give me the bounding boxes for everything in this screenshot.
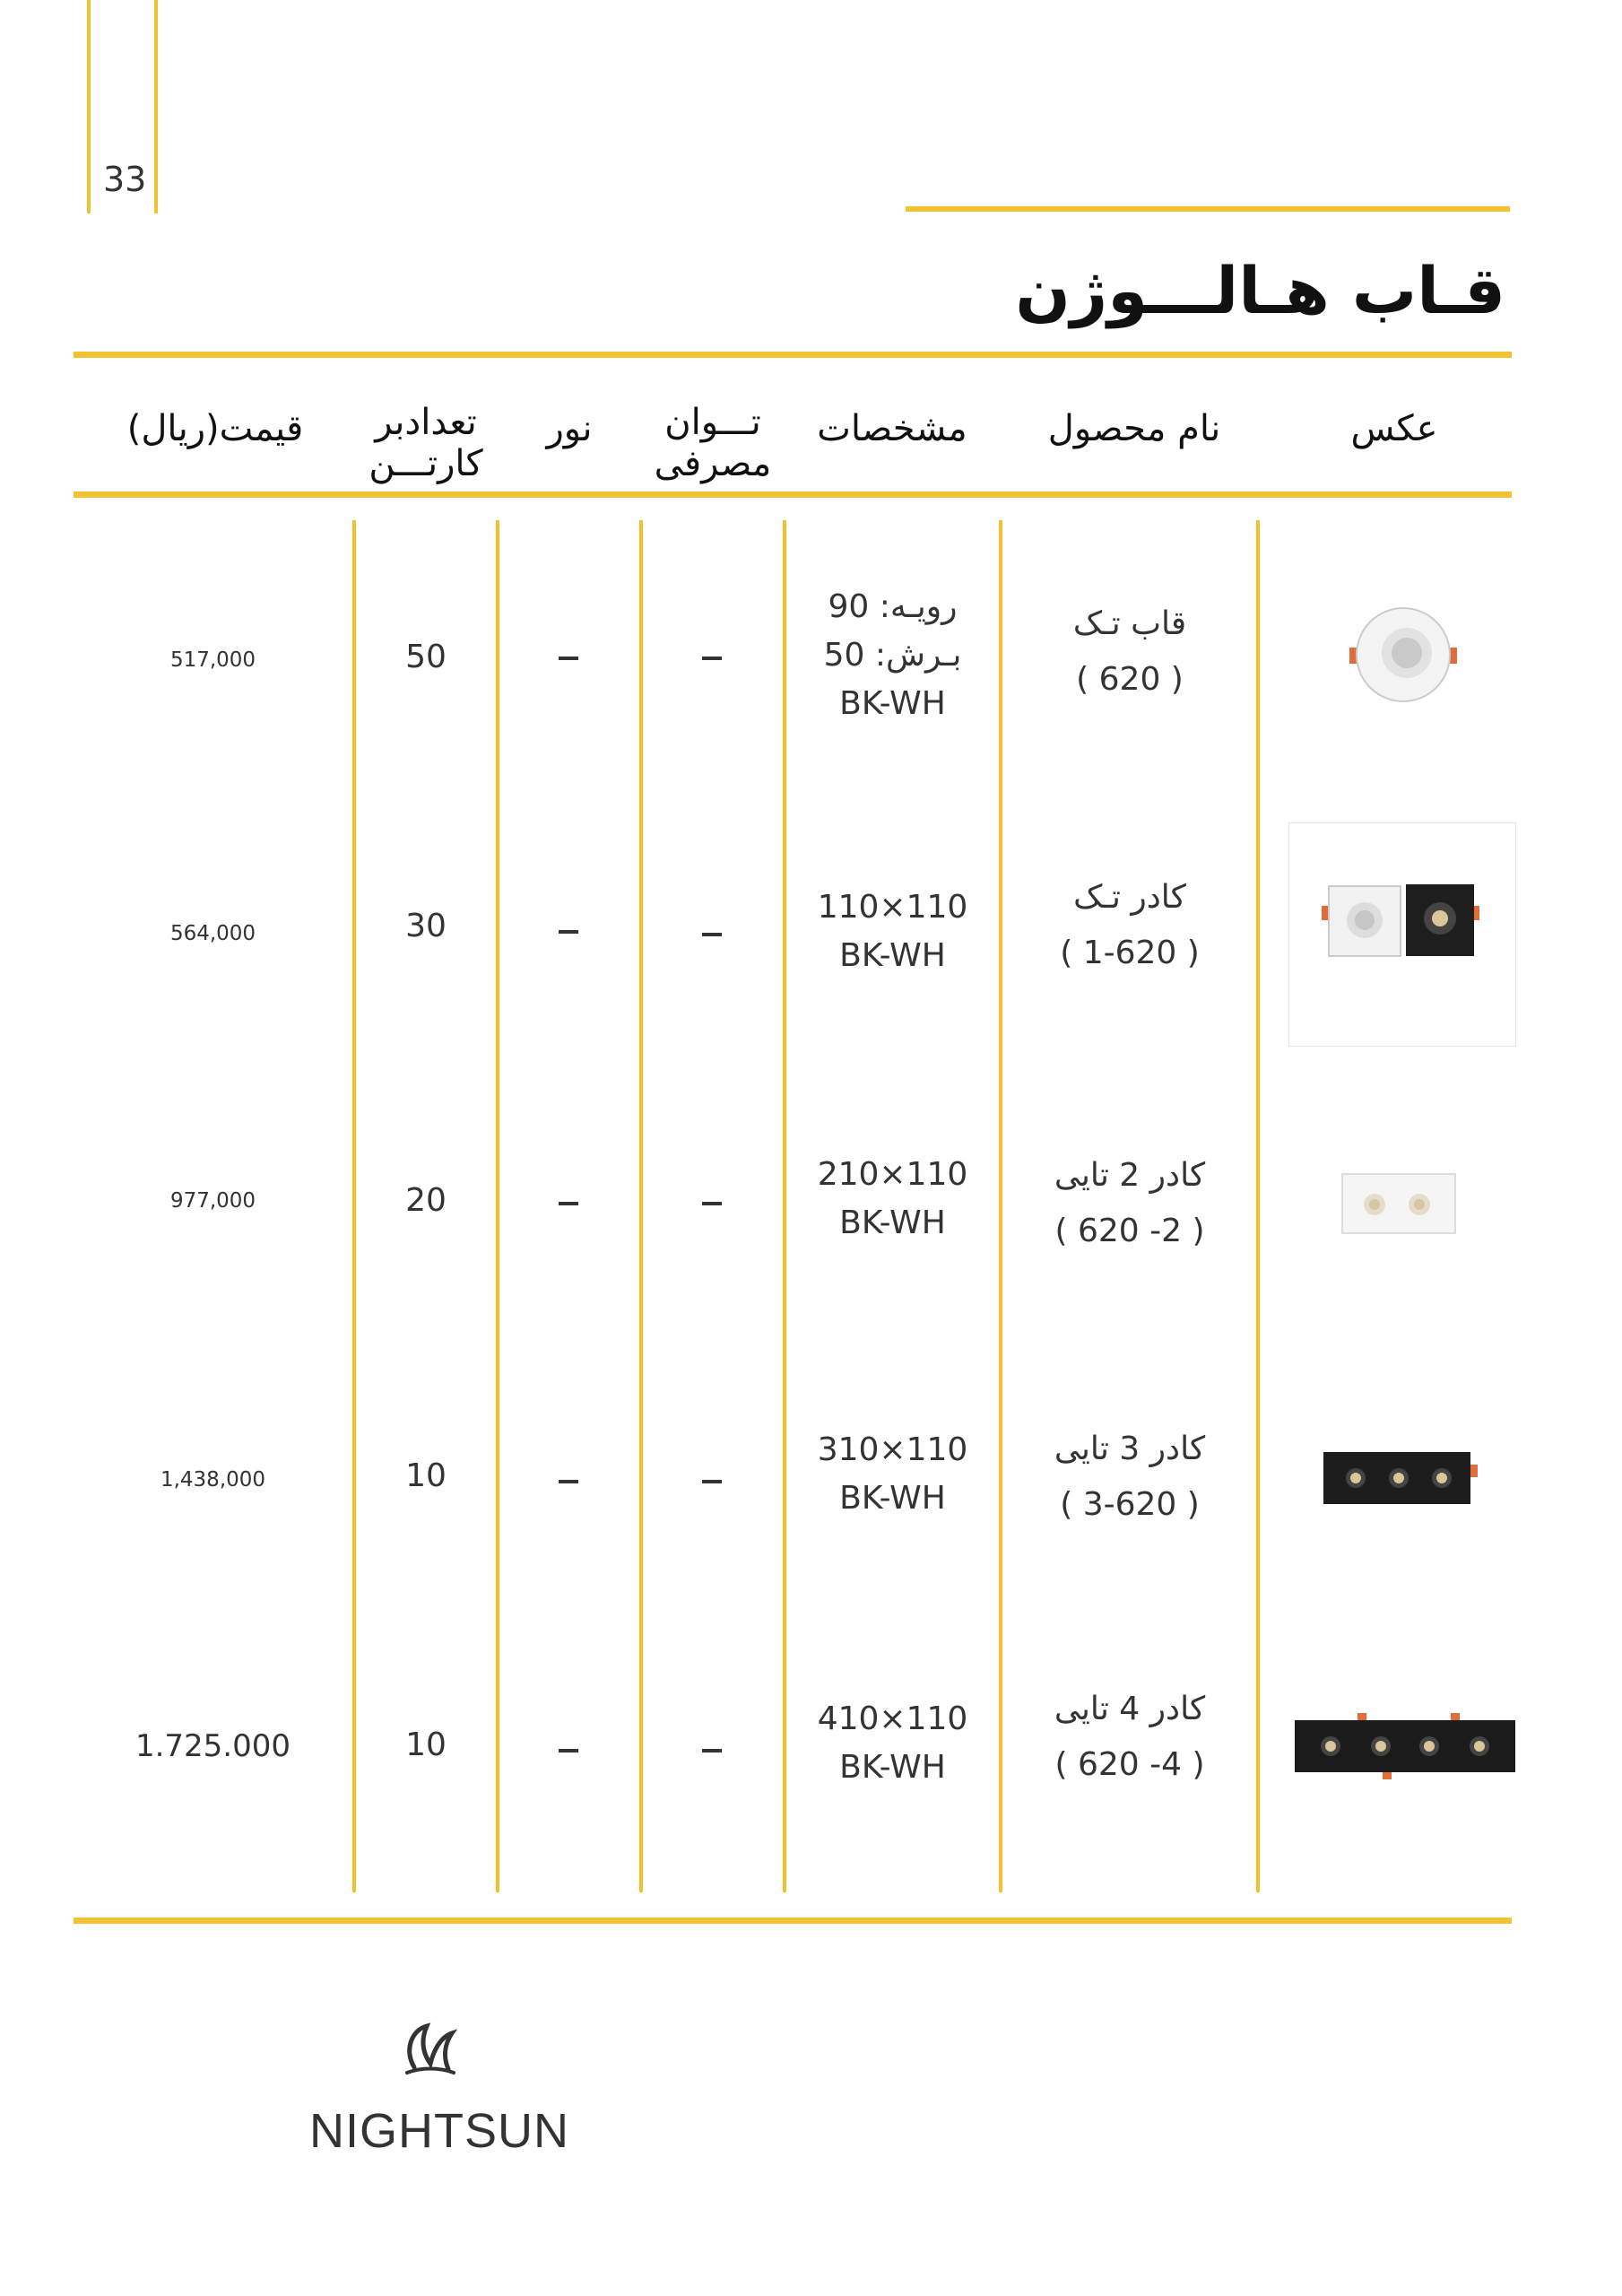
spec-line: BK-WH — [839, 937, 946, 974]
product-code: ( 2- 620 ) — [1054, 1213, 1205, 1249]
header-top-line — [74, 352, 1512, 358]
product-name-text: کادر 2 تایی — [1054, 1157, 1206, 1194]
product-name — [1004, 1148, 1255, 1259]
page-title: قـاب هـالـــوژن — [1015, 253, 1505, 328]
header-carton-line2: کارتـــن — [369, 443, 483, 484]
product-name — [1004, 1422, 1255, 1533]
header-carton-line1: تعدادبر — [375, 402, 477, 443]
power-empty-dash — [702, 1749, 722, 1752]
column-divider — [999, 520, 1002, 1892]
product-code: ( 1-620 ) — [1060, 935, 1200, 971]
top-left-accent-line — [154, 0, 158, 213]
spec-line: BK-WH — [839, 1749, 946, 1786]
header-carton — [354, 402, 498, 484]
header-bottom-line — [74, 491, 1512, 498]
product-photo-round-frame — [1349, 601, 1457, 709]
price: 1,438,000 — [160, 1468, 266, 1492]
page-number: 33 — [103, 160, 147, 199]
product-code: ( 3-620 ) — [1060, 1486, 1200, 1523]
product-photo-double-frame — [1340, 1170, 1457, 1237]
product-name — [1004, 1682, 1255, 1793]
spec-line: 110×110 — [817, 889, 968, 926]
power-empty-dash — [702, 1480, 722, 1483]
price: 517,000 — [169, 648, 256, 672]
spec-line: BK-WH — [839, 1205, 946, 1241]
square-frame-image — [1289, 823, 1515, 1046]
spec-line: بـرش: 50 — [823, 637, 962, 674]
product-specs — [787, 1695, 998, 1792]
carton-qty: 10 — [405, 1726, 447, 1763]
product-code: ( 4- 620 ) — [1054, 1746, 1205, 1783]
power-empty-dash — [702, 933, 722, 936]
column-divider — [639, 520, 643, 1892]
light-empty-dash — [559, 930, 578, 934]
carton-qty: 20 — [405, 1182, 447, 1219]
nightsun-logo-icon — [395, 2013, 466, 2085]
product-name — [1004, 870, 1255, 981]
spec-line: BK-WH — [839, 685, 946, 722]
product-specs — [787, 1151, 998, 1248]
header-light: نور — [546, 408, 593, 449]
product-specs — [787, 1426, 998, 1523]
spec-line: BK-WH — [839, 1480, 946, 1517]
header-name: نام محصول — [1047, 408, 1221, 449]
column-divider — [1256, 520, 1260, 1892]
header-photo: عکس — [1350, 408, 1438, 449]
product-name — [1004, 596, 1255, 708]
light-empty-dash — [559, 1480, 578, 1483]
spec-line: 110×310 — [817, 1431, 968, 1468]
carton-qty: 10 — [405, 1457, 447, 1494]
product-photo-square-frames — [1288, 822, 1516, 1047]
column-divider — [783, 520, 786, 1892]
title-accent-line — [906, 206, 1510, 212]
light-empty-dash — [559, 1749, 578, 1752]
price: 977,000 — [169, 1189, 256, 1213]
power-empty-dash — [702, 1202, 722, 1205]
table-bottom-line — [74, 1918, 1512, 1924]
product-photo-triple-frame — [1323, 1448, 1478, 1508]
product-name-text: قاب تـک — [1072, 605, 1187, 642]
spec-line: رویـه: 90 — [828, 588, 958, 625]
header-power — [641, 402, 785, 484]
product-name-text: کادر 4 تایی — [1054, 1691, 1206, 1727]
light-empty-dash — [559, 657, 578, 660]
price: 1.725.000 — [134, 1728, 291, 1764]
light-empty-dash — [559, 1202, 578, 1205]
header-power-line1: تـــوان — [664, 402, 761, 443]
brand-name: NIGHTSUN — [309, 2104, 569, 2158]
column-divider — [496, 520, 499, 1892]
spec-line: 110×410 — [817, 1700, 968, 1737]
product-code: ( 620 ) — [1076, 661, 1184, 698]
product-name-text: کادر 3 تایی — [1054, 1431, 1206, 1467]
carton-qty: 30 — [405, 908, 447, 944]
spec-line: 110×210 — [817, 1156, 968, 1193]
top-left-accent-line — [87, 0, 91, 213]
power-empty-dash — [702, 657, 722, 660]
header-specs: مشخصات — [817, 408, 967, 449]
product-specs — [787, 883, 998, 980]
carton-qty: 50 — [405, 639, 447, 675]
header-price: قیمت(ریال) — [126, 408, 304, 449]
price: 564,000 — [169, 922, 256, 945]
product-specs — [787, 583, 998, 728]
product-name-text: کادر تـک — [1073, 879, 1186, 916]
header-power-line2: مصرفی — [654, 443, 772, 484]
product-photo-quad-frame — [1293, 1713, 1517, 1779]
